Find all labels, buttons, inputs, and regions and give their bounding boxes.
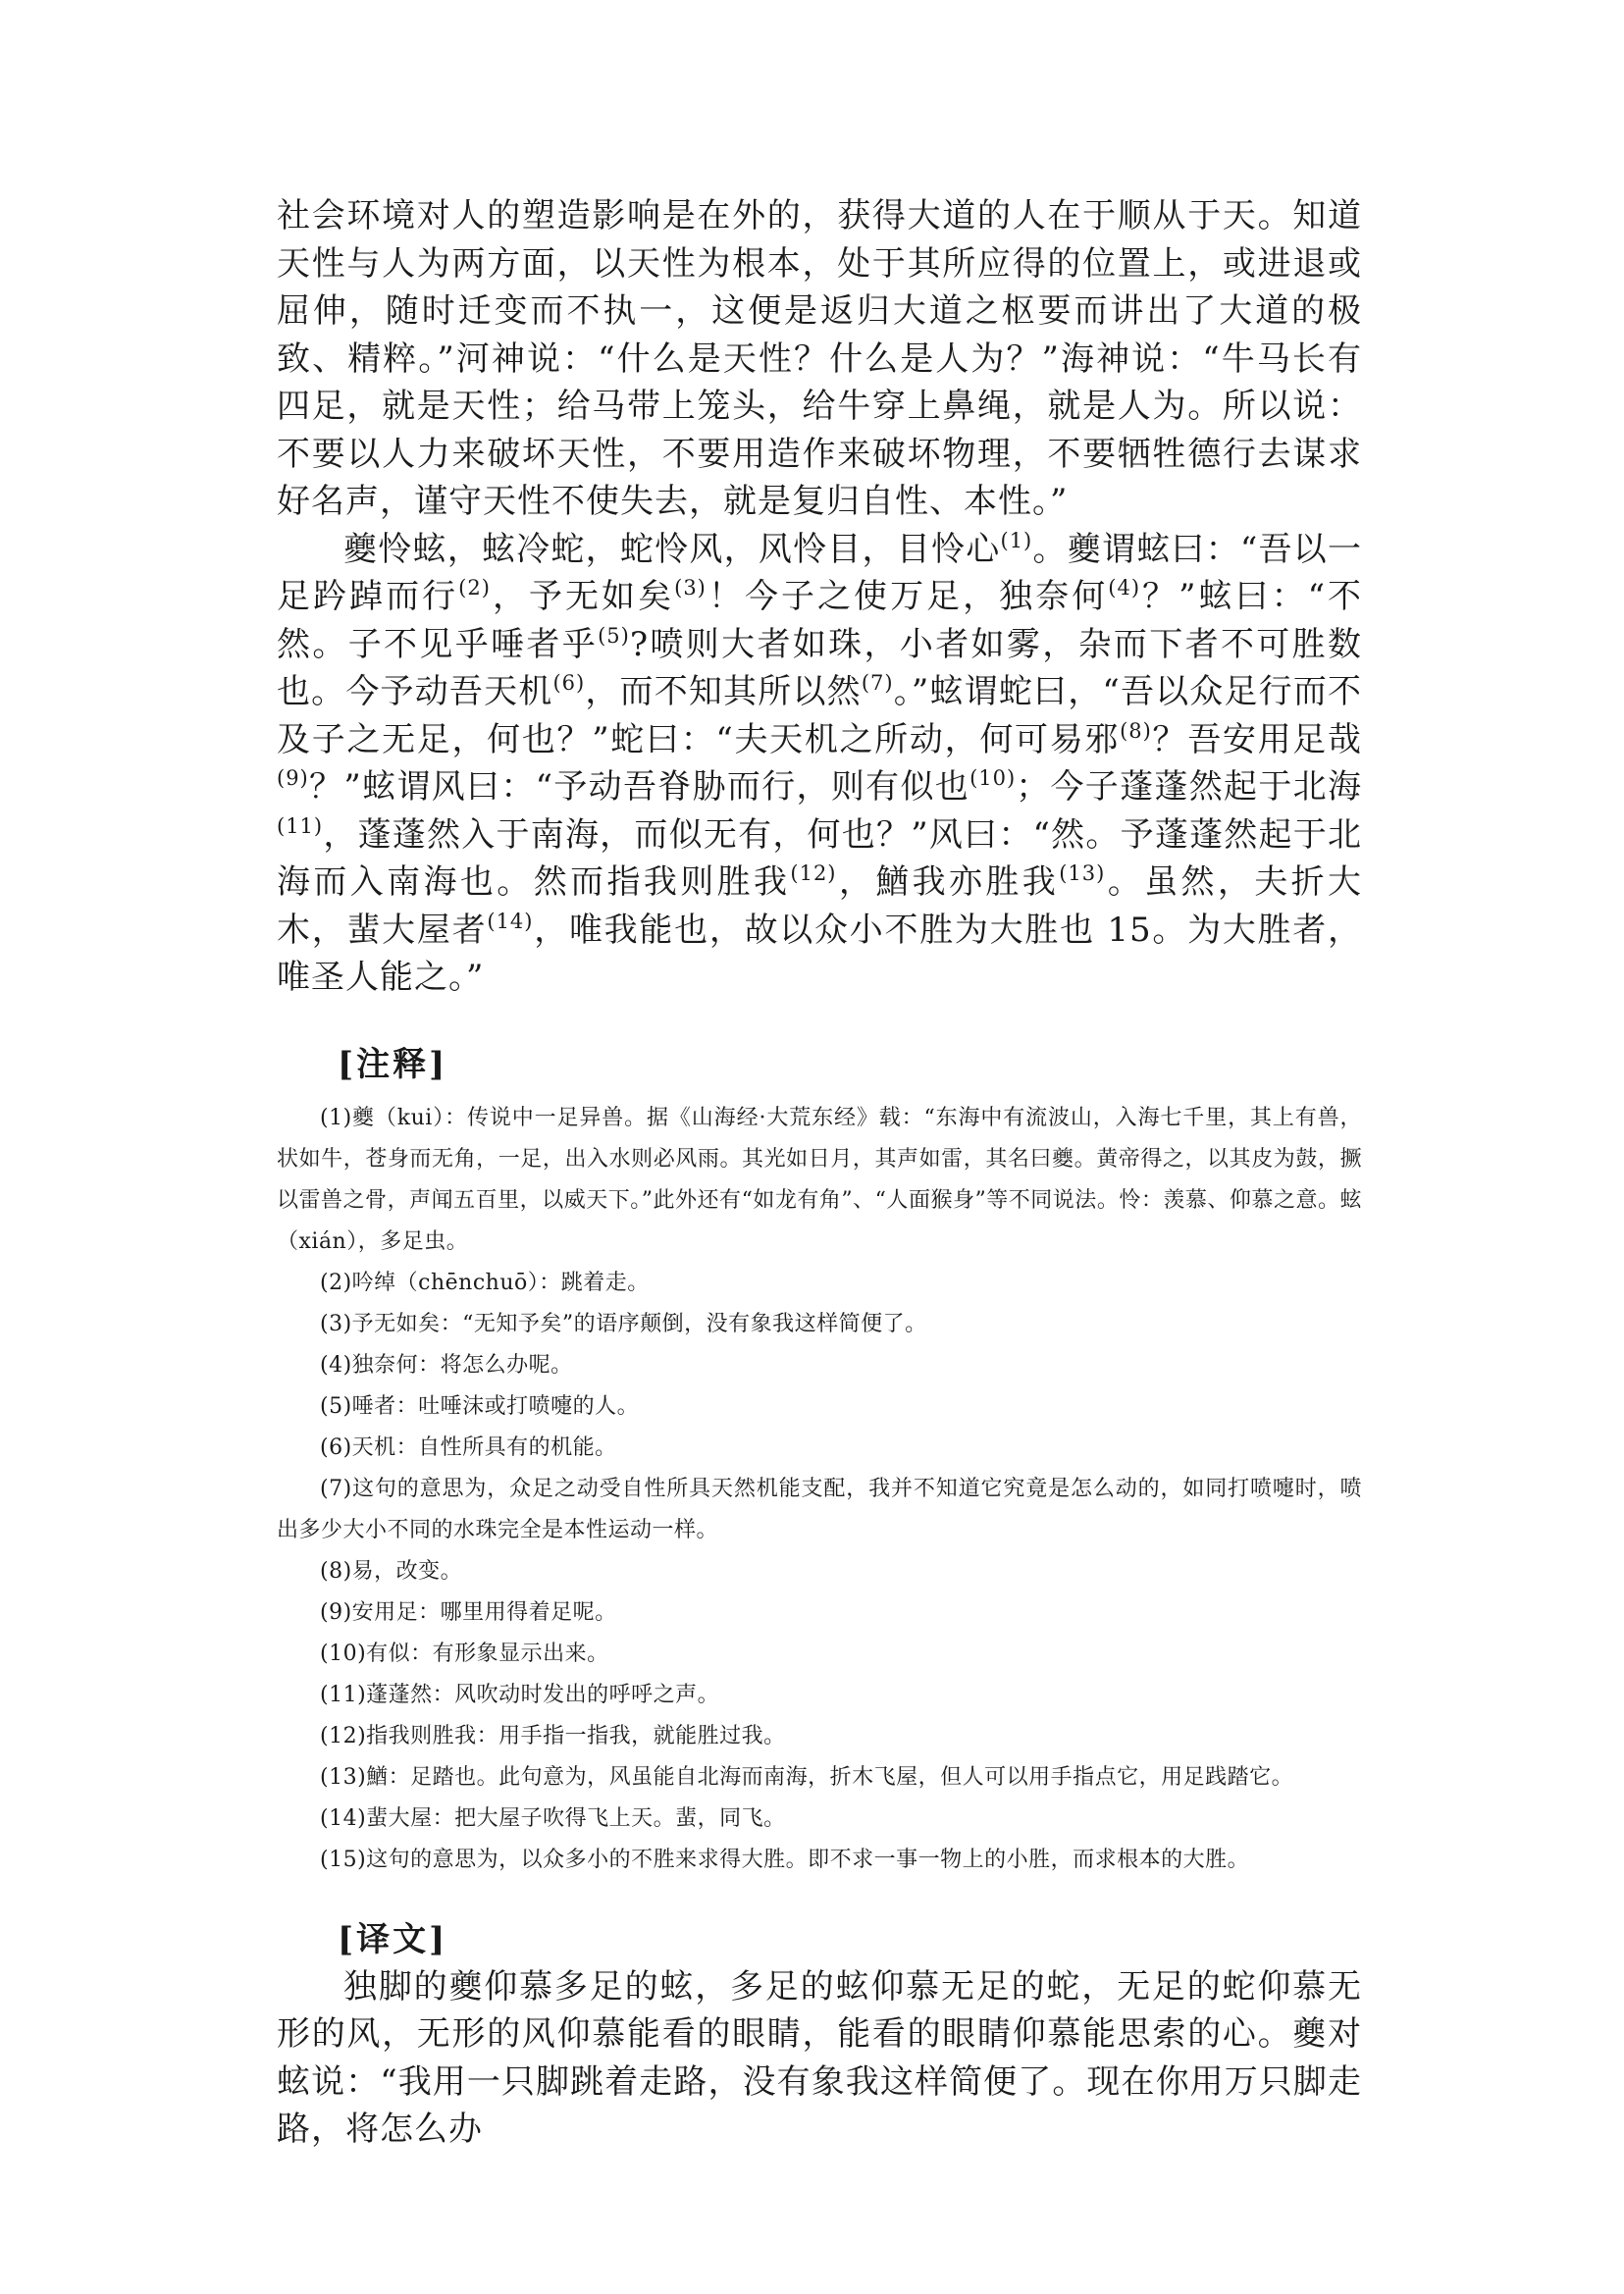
text-segment: ?喷则大者如珠，小者如雾，杂而下者不可胜数也。今予动吾天机 bbox=[277, 624, 1362, 711]
notes-heading: [注释] bbox=[338, 1044, 448, 1084]
note-item: (11)蓬蓬然：风吹动时发出的呼呼之声。 bbox=[320, 1682, 720, 1707]
note-item: (2)吟绰（chēnchuō）：跳着走。 bbox=[320, 1270, 650, 1295]
note-item: (10)有似：有形象显示出来。 bbox=[320, 1641, 609, 1666]
paragraph-commentary: 社会环境对人的塑造影响是在外的，获得大道的人在于顺从于天。知道天性与人为两方面，以天性为根本，处于其所应得的位置上，或进退或屈伸，随时迁变而不执一，这便是返归大道之枢要而讲出了大道的极致、精粹。”河神说：“什么是天性？什么是人为？”海神说：“牛马长有四足，就是天性；给马带上笼头，给牛穿上鼻绳，就是人为。所以说：不要以人力来破坏天性，不要用造作来破坏物理，不要牺牲德行去谋求好名声，谨守天性不使失去，就是复归自性、本性。” bbox=[277, 196, 1362, 521]
note-item: (6)天机：自性所具有的机能。 bbox=[320, 1434, 617, 1460]
note-item: (14)蜚大屋：把大屋子吹得飞上天。蜚，同飞。 bbox=[320, 1805, 786, 1831]
text-segment: 。”蚿谓蛇曰，“吾以众足行而不及子之无足，何也？”蛇曰：“夫天机之所动，何可易邪 bbox=[277, 672, 1363, 759]
text-segment: ，蓬蓬然入于南海，而似无有，何也？”风曰：“然。予蓬蓬然起于北海而入南海也。然而指我则胜我 bbox=[277, 814, 1362, 902]
note-item: (4)独奈何：将怎么办呢。 bbox=[320, 1352, 573, 1378]
note-ref-12: (12) bbox=[790, 861, 837, 885]
translation-heading: [译文] bbox=[338, 1919, 448, 1959]
text-segment: ，予无如矣 bbox=[490, 577, 675, 616]
note-item: (9)安用足：哪里用得着足呢。 bbox=[320, 1599, 617, 1625]
note-item: (7)这句的意思为，众足之动受自性所具天然机能支配，我并不知道它究竟是怎么动的，如同打喷嚏时，喷出多少大小不同的水珠完全是本性运动一样。 bbox=[277, 1476, 1362, 1542]
note-ref-3: (3) bbox=[674, 576, 707, 600]
note-ref-2: (2) bbox=[458, 576, 491, 600]
text-segment: 。夔谓蚿曰：“吾以一足趻踔而行 bbox=[277, 529, 1362, 616]
paragraph-original-text bbox=[277, 526, 1362, 1002]
text-segment: ，鰌我亦胜我 bbox=[836, 862, 1060, 902]
text-segment: ，唯我能也，故以众小不胜为大胜也 15。为大胜者，唯圣人能之。” bbox=[277, 910, 1363, 997]
text-segment: 夔怜蚿，蚿冷蛇，蛇怜风，风怜目，目怜心 bbox=[343, 529, 1001, 569]
text-segment: 。虽然，夫折大木，蜚大屋者 bbox=[277, 862, 1363, 950]
note-item: (3)予无如矣：“无知予矣”的语序颠倒，没有象我这样简便了。 bbox=[320, 1311, 927, 1336]
text-segment: ，而不知其所以然 bbox=[585, 672, 862, 711]
text-segment: ！今子之使万足，独奈何 bbox=[706, 577, 1109, 616]
note-ref-1: (1) bbox=[1000, 528, 1033, 552]
text-segment: ？”蚿曰：“不然。子不见乎唾者乎 bbox=[277, 577, 1363, 664]
translation-text bbox=[277, 1963, 1362, 2154]
note-item: (15)这句的意思为，以众多小的不胜来求得大胜。即不求一事一物上的小胜，而求根本的大胜。 bbox=[320, 1847, 1250, 1872]
page-content bbox=[277, 192, 1362, 2154]
note-ref-9: (9) bbox=[277, 766, 309, 790]
note-ref-8: (8) bbox=[1120, 718, 1152, 743]
note-item: (8)易，改变。 bbox=[320, 1558, 463, 1584]
note-ref-13: (13) bbox=[1059, 861, 1106, 885]
note-ref-14: (14) bbox=[487, 909, 534, 933]
note-ref-5: (5) bbox=[598, 623, 630, 648]
note-item: (5)唾者：吐唾沫或打喷嚏的人。 bbox=[320, 1393, 640, 1419]
note-item: (13)鰌：足踏也。此句意为，风虽能自北海而南海，折木飞屋，但人可以用手指点它，用足践踏它。 bbox=[320, 1764, 1294, 1790]
note-ref-10: (10) bbox=[969, 766, 1017, 790]
note-item: (12)指我则胜我：用手指一指我，就能胜过我。 bbox=[320, 1723, 786, 1748]
main-text bbox=[277, 192, 1362, 1002]
text-segment: ；今子蓬蓬然起于北海 bbox=[1016, 767, 1362, 807]
notes-list bbox=[277, 1098, 1362, 1881]
note-ref-4: (4) bbox=[1108, 576, 1141, 600]
note-item: (1)夔（kui）：传说中一足异兽。据《山海经·大荒东经》载：“东海中有流波山，入海七千里，其上有兽，状如牛，苍身而无角，一足，出入水则必风雨。其光如日月，其声如雷，其名曰夔。黄帝得之，以其皮为鼓，撅以雷兽之骨，声闻五百里，以威天下。”此外还有“如龙有角”、“人面猴身”等不同说法。怜：羡慕、仰慕之意。蚿（xián），多足虫。 bbox=[277, 1105, 1362, 1254]
text-segment: ？吾安用足哉 bbox=[1151, 719, 1363, 759]
text-segment: ？”蚿谓风曰：“予动吾脊胁而行，则有似也 bbox=[308, 767, 970, 807]
note-ref-6: (6) bbox=[552, 671, 586, 695]
note-ref-11: (11) bbox=[277, 813, 324, 838]
paragraph-translation: 独脚的夔仰慕多足的蚿，多足的蚿仰慕无足的蛇，无足的蛇仰慕无形的风，无形的风仰慕能看的眼睛，能看的眼睛仰慕能思索的心。夔对蚿说：“我用一只脚跳着走路，没有象我这样简便了。现在你用万只脚走路，将怎么办 bbox=[277, 1966, 1362, 2149]
note-ref-7: (7) bbox=[861, 671, 894, 695]
